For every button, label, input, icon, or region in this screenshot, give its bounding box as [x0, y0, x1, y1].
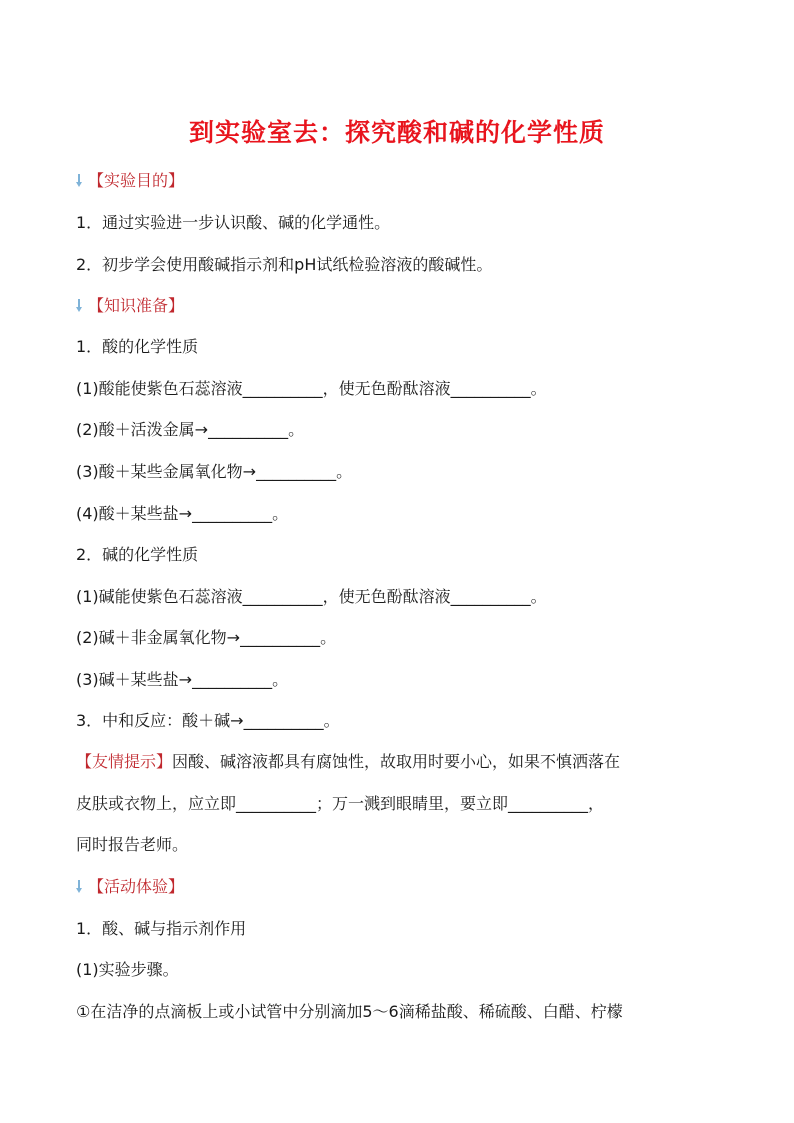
arrow-down-icon: [76, 174, 82, 187]
tip-line-2: 皮肤或衣物上，应立即__________；万一溅到眼睛里，要立即__________，: [76, 794, 605, 813]
prep-line: 1．酸的化学性质: [76, 337, 199, 356]
goal-item: 1．通过实验进一步认识酸、碱的化学通性。: [76, 213, 391, 232]
section-label: 【活动体验】: [88, 877, 185, 896]
section-heading-goal: [76, 171, 184, 191]
prep-line: 3．中和反应：酸＋碱→__________。: [76, 711, 340, 730]
tip-label: 【友情提示】: [76, 752, 173, 771]
section-heading-activity: [76, 877, 184, 897]
tip-line-3: 同时报告老师。: [76, 835, 189, 854]
arrow-down-icon: [76, 880, 82, 893]
tip-line-1: [76, 752, 620, 772]
activity-line: (1)实验步骤。: [76, 960, 179, 979]
section-label: 【实验目的】: [88, 171, 185, 190]
activity-line: 1．酸、碱与指示剂作用: [76, 919, 247, 938]
prep-line: (1)碱能使紫色石蕊溶液__________，使无色酚酞溶液__________。: [76, 587, 547, 606]
activity-line: ①在洁净的点滴板上或小试管中分别滴加5～6滴稀盐酸、稀硫酸、白醋、柠檬: [76, 1002, 623, 1021]
prep-line: (3)酸＋某些金属氧化物→__________。: [76, 462, 353, 481]
page-title: 到实验室去：探究酸和碱的化学性质: [188, 118, 605, 147]
prep-line: (2)酸＋活泼金属→__________。: [76, 420, 305, 439]
arrow-down-icon: [76, 299, 82, 312]
section-label: 【知识准备】: [88, 296, 185, 315]
prep-line: (3)碱＋某些盐→__________。: [76, 670, 289, 689]
section-heading-prep: [76, 296, 184, 316]
tip-text: 因酸、碱溶液都具有腐蚀性，故取用时要小心，如果不慎洒落在: [172, 752, 621, 771]
prep-line: (4)酸＋某些盐→__________。: [76, 504, 289, 523]
goal-item: 2．初步学会使用酸碱指示剂和pH试纸检验溶液的酸碱性。: [76, 255, 493, 274]
prep-line: (2)碱＋非金属氧化物→__________。: [76, 628, 337, 647]
prep-line: (1)酸能使紫色石蕊溶液__________，使无色酚酞溶液__________。: [76, 379, 547, 398]
prep-line: 2．碱的化学性质: [76, 545, 199, 564]
